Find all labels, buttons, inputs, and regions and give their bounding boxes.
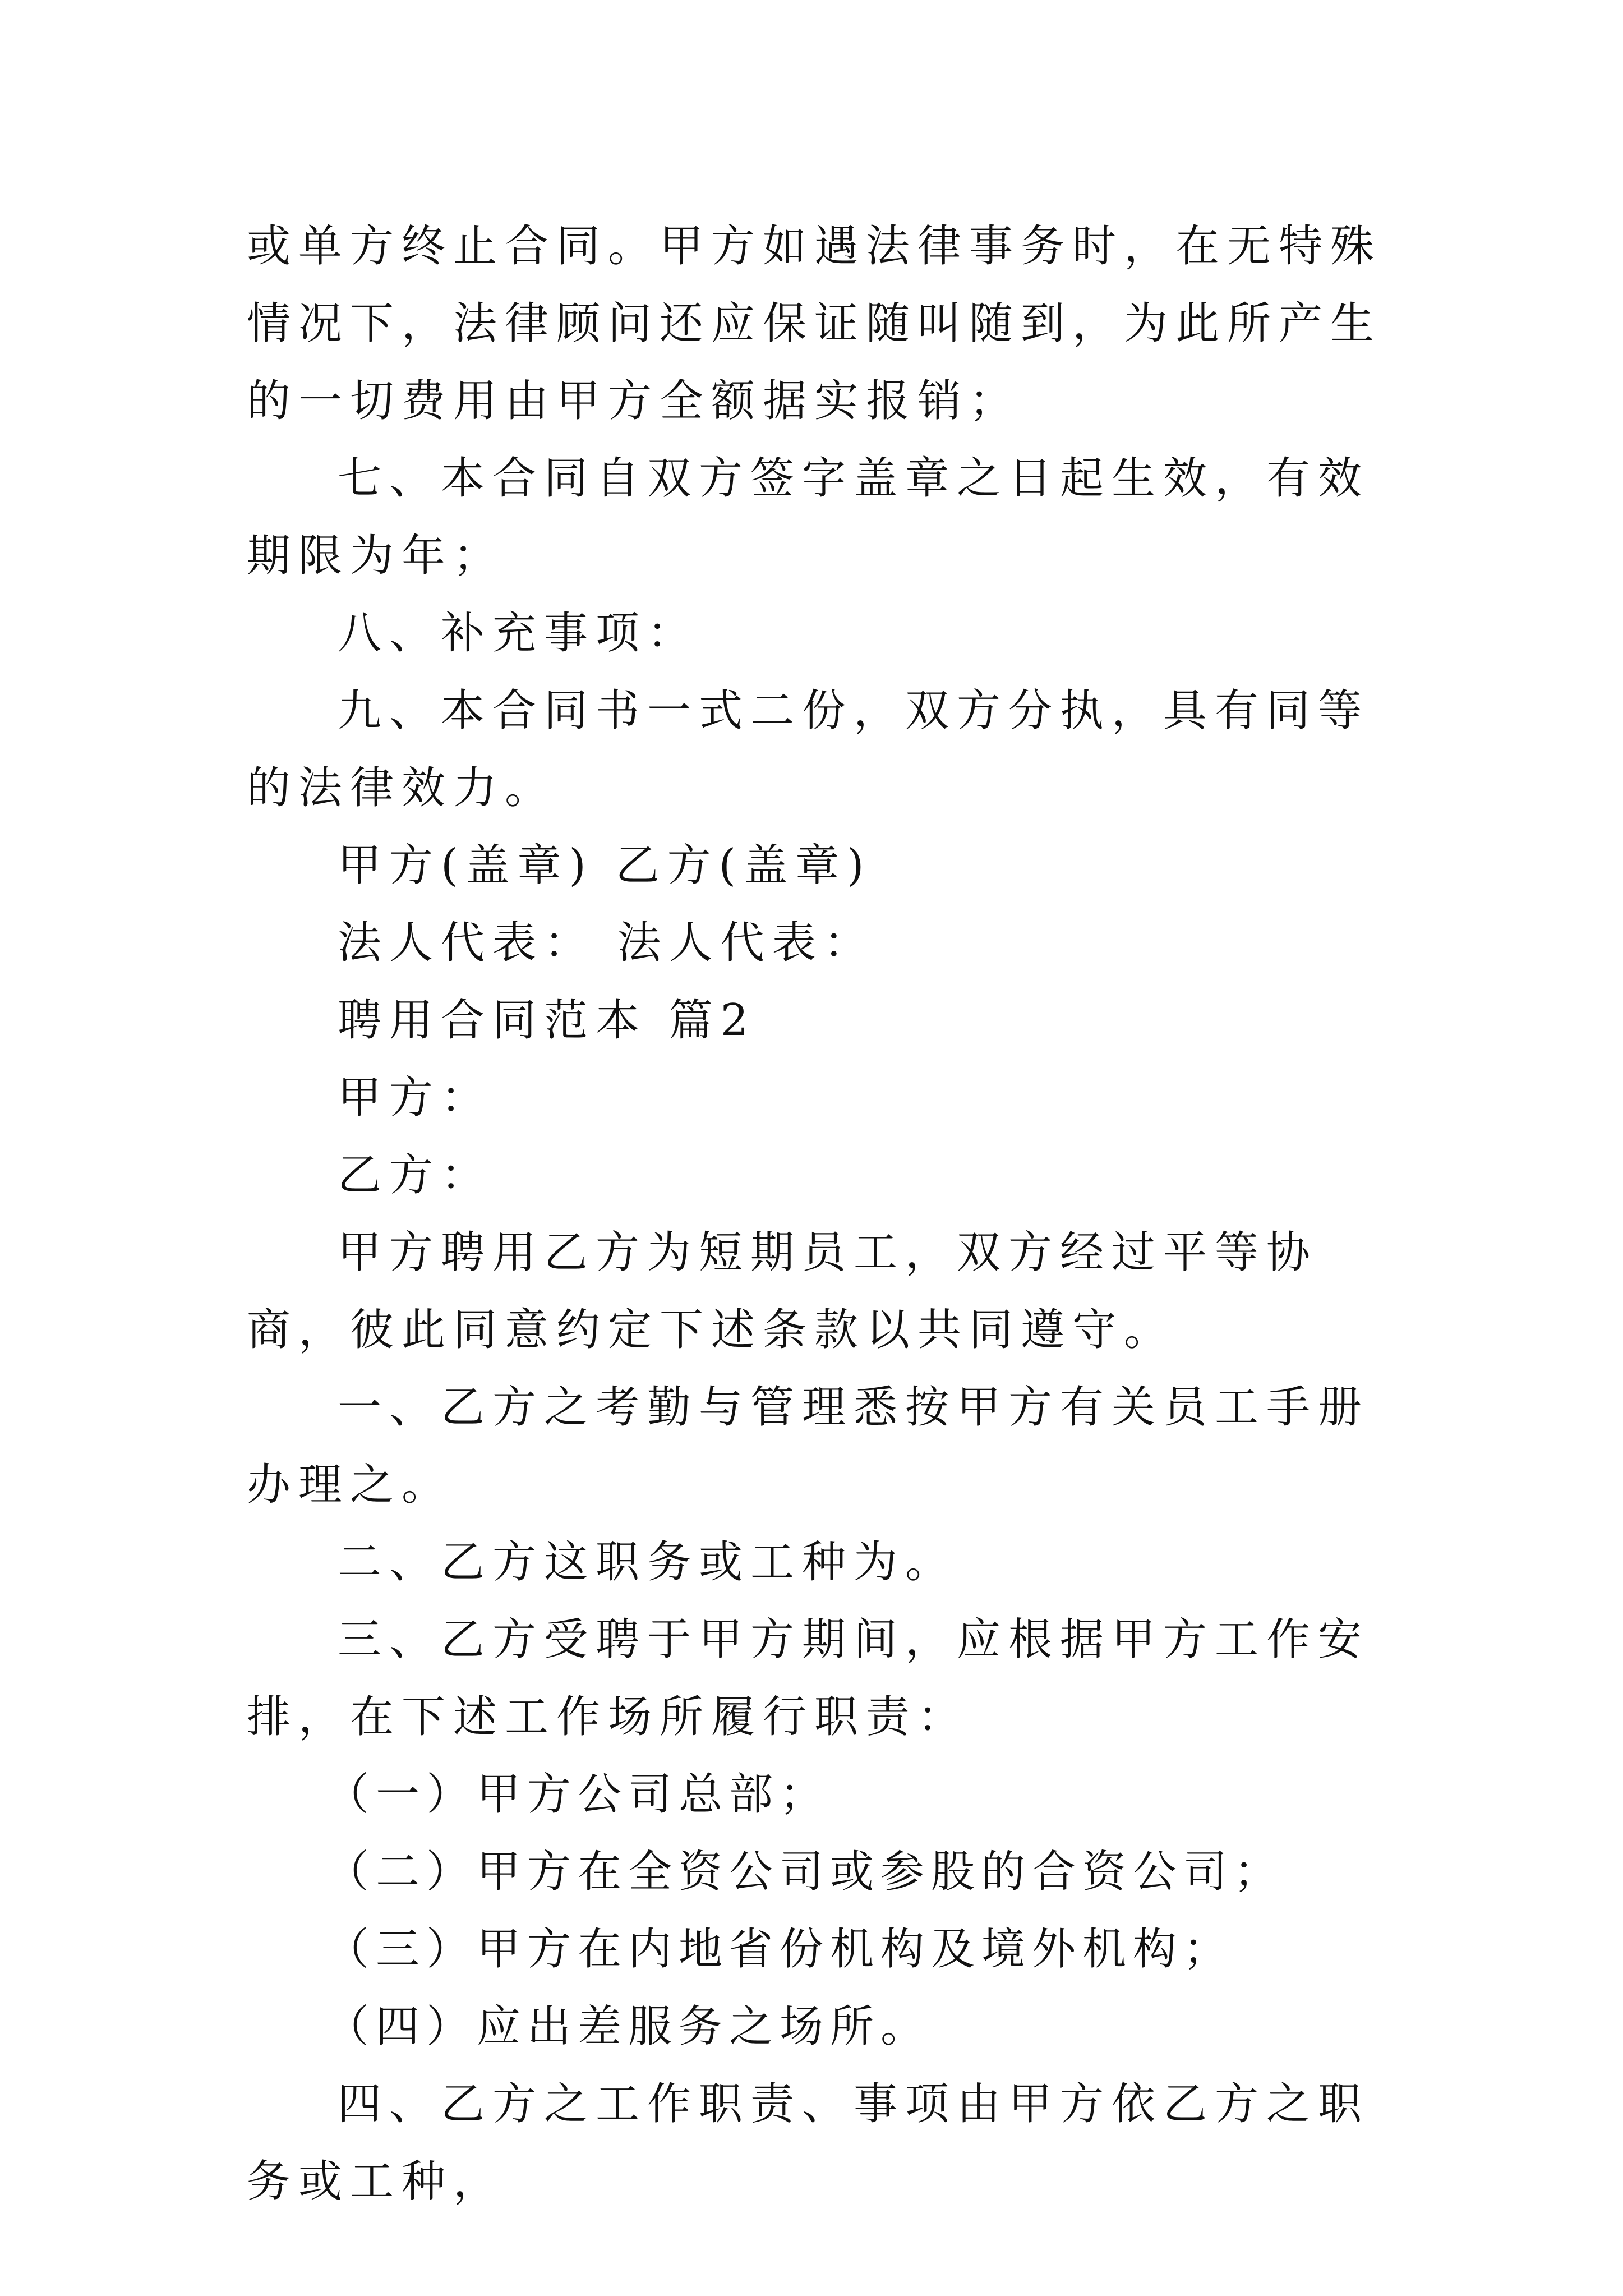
list-item-workplace-4: （四）应出差服务之场所。 [325, 2001, 932, 2052]
paragraph-clause-4: 四、乙方之工作职责、事项由甲方依乙方之职务或工种， [247, 2079, 1370, 2207]
paragraph-clause-2: 二、乙方这职务或工种为。 [338, 1537, 957, 1588]
list-item-workplace-3: （三）甲方在内地省份机构及境外机构； [325, 1924, 1234, 1975]
paragraph-clause-8: 八、补充事项： [338, 608, 699, 659]
signature-representative-line: 法人代表： 法人代表： [338, 918, 875, 968]
paragraph-clause-1: 一、乙方之考勤与管理悉按甲方有关员工手册办理之。 [247, 1382, 1370, 1510]
document-body [247, 208, 1391, 2220]
paragraph-clause-9: 九、本合同书一式二份，双方分执，具有同等的法律效力。 [247, 685, 1370, 813]
paragraph-termination: 或单方终止合同。甲方如遇法律事务时，在无特殊情况下，法律顾问还应保证随叫随到，为此所产生的一切费用由甲方全额据实报销； [247, 221, 1382, 426]
list-item-workplace-2: （二）甲方在全资公司或参股的合资公司； [325, 1847, 1285, 1897]
party-a-line: 甲方： [338, 1073, 493, 1123]
list-item-workplace-1: （一）甲方公司总部； [325, 1769, 831, 1820]
paragraph-clause-7: 七、本合同自双方签字盖章之日起生效，有效期限为年； [247, 453, 1370, 581]
section-heading-2: 聘用合同范本 篇2 [338, 995, 757, 1046]
signature-seal-line: 甲方(盖章) 乙方(盖章) [338, 840, 872, 891]
paragraph-clause-3: 三、乙方受聘于甲方期间，应根据甲方工作安排，在下述工作场所履行职责： [247, 1614, 1370, 1742]
party-b-line: 乙方： [338, 1150, 493, 1200]
paragraph-preamble: 甲方聘用乙方为短期员工，双方经过平等协商，彼此同意约定下述条款以共同遵守。 [247, 1227, 1318, 1355]
